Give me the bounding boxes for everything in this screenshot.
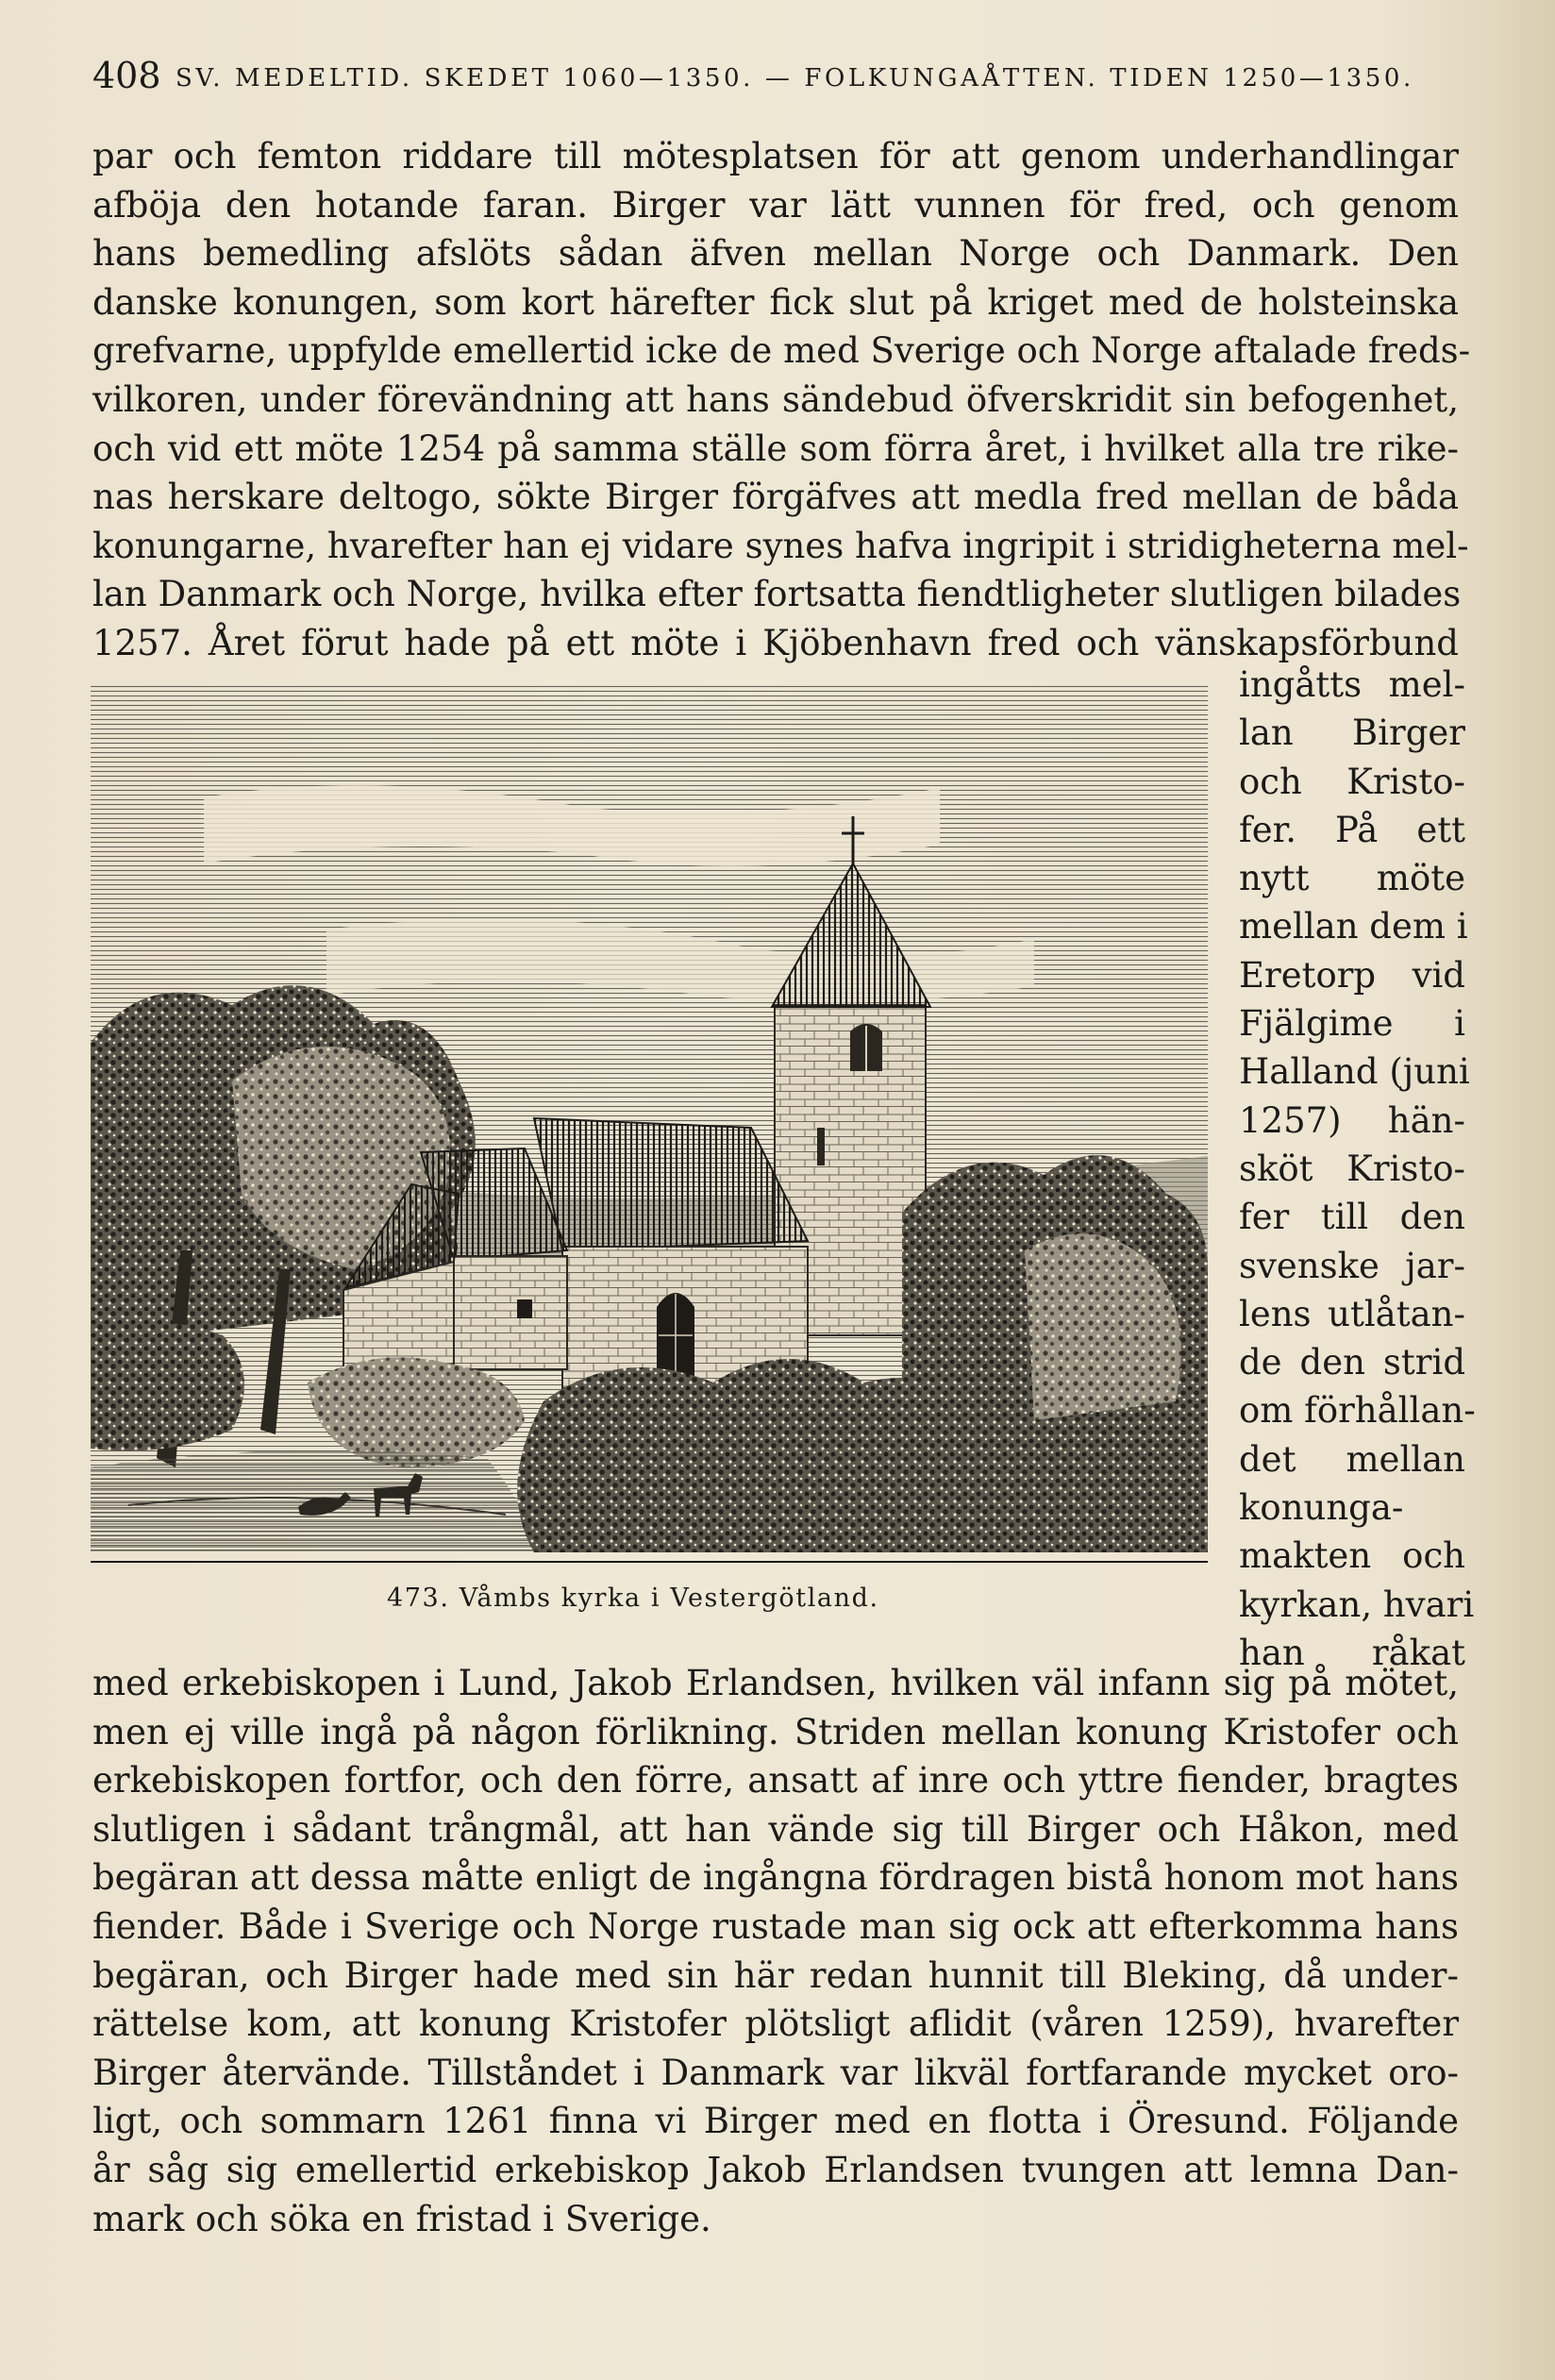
running-head: SV. MEDELTID. SKEDET 1060—1350. — FOLKUNGAÅTTEN. TIDEN 1250—1350. — [176, 64, 1414, 92]
text-line: konungarne, hvarefter han ej vidare synes hafva ingripit i stridigheterna mel- — [92, 525, 1469, 566]
text-line: makten och — [1239, 1535, 1465, 1577]
text-line: konunga- — [1239, 1487, 1404, 1529]
side-column — [1239, 661, 1476, 1677]
engraving-illustration — [91, 684, 1208, 1571]
text-line: hans bemedling afslöts sådan äfven mellan Norge och Danmark. Den — [92, 233, 1459, 275]
text-line: 1257) hän- — [1239, 1099, 1465, 1141]
text-line: rättelse kom, att konung Kristofer plötsligt aflidit (våren 1259), hvarefter — [92, 2003, 1459, 2045]
text-line: begäran att dessa måtte enligt de ingångna fördragen bistå honom mot hans — [92, 1857, 1459, 1899]
text-line: grefvarne, uppfylde emellertid icke de med Sverige och Norge aftalade freds- — [92, 330, 1471, 372]
text-line: fer. På ett — [1239, 809, 1465, 850]
text-line: och vid ett möte 1254 på samma ställe som förra året, i hvilket alla tre rike- — [92, 427, 1459, 469]
paragraph-bottom — [92, 1659, 1459, 2243]
text-line: med erkebiskopen i Lund, Jakob Erlandsen, hvilken väl infann sig på mötet, — [92, 1663, 1459, 1703]
page-number: 408 — [92, 55, 161, 96]
text-line: Birger återvände. Tillståndet i Danmark var likväl fortfarande mycket oro- — [92, 2052, 1459, 2093]
text-line: mark och söka en fristad i Sverige. — [92, 2198, 711, 2239]
paragraph-top — [92, 132, 1471, 668]
text-line: fer till den — [1239, 1197, 1465, 1238]
church-nave — [534, 1118, 808, 1392]
text-line: slutligen i sådant trångmål, att han vände sig till Birger och Håkon, med — [92, 1808, 1459, 1850]
text-line: men ej ville ingå på någon förlikning. Striden mellan konung Kristofer och — [92, 1711, 1459, 1752]
figure-caption: 473. Våmbs kyrka i Vestergötland. — [387, 1584, 879, 1613]
text-line: det mellan — [1239, 1438, 1465, 1480]
text-line: han råkat — [1239, 1632, 1465, 1673]
text-line: danske konungen, som kort härefter fick slut på kriget med de holsteinska — [92, 281, 1459, 323]
text-line: de den strid — [1239, 1342, 1465, 1383]
text-line: erkebiskopen fortfor, och den förre, ansatt af inre och yttre fiender, bragtes — [92, 1760, 1459, 1802]
text-line: kyrkan, hvari — [1239, 1584, 1475, 1625]
text-line: ligt, och sommarn 1261 finna vi Birger med en flotta i Öresund. Följande — [92, 2101, 1459, 2142]
text-line: lens utlåtan- — [1239, 1293, 1465, 1334]
text-line: lan Danmark och Norge, hvilka efter fortsatta fiendtligheter slutligen bilades — [92, 574, 1462, 615]
text-line: fiender. Både i Sverige och Norge rustade man sig ock att efterkomma hans — [92, 1905, 1459, 1947]
text-line: Fjälgime i — [1239, 1003, 1465, 1045]
text-line: svenske jar- — [1239, 1245, 1465, 1286]
text-line: Eretorp vid — [1239, 954, 1465, 996]
text-line: ingåtts mel- — [1239, 664, 1465, 705]
text-line: afböja den hotande faran. Birger var lätt vunnen för fred, och genom — [92, 184, 1459, 226]
text-line: om förhållan- — [1239, 1390, 1476, 1432]
text-line: mellan dem i — [1239, 906, 1468, 947]
church-engraving — [91, 684, 1208, 1571]
text-line: 1257. Året förut hade på ett möte i Kjöbenhavn fred och vänskapsförbund — [92, 622, 1459, 663]
text-line: vilkoren, under förevändning att hans sändebud öfverskridit sin befogenhet, — [92, 378, 1459, 420]
text-line: nytt möte — [1239, 858, 1465, 899]
page-header — [92, 51, 1480, 108]
text-line: nas herskare deltogo, sökte Birger förgäfves att medla fred mellan de båda — [92, 477, 1459, 518]
text-line: år såg sig emellertid erkebiskop Jakob Erlandsen tvungen att lemna Dan- — [92, 2149, 1459, 2190]
text-line: par och femton riddare till mötesplatsen för att genom underhandlingar — [92, 136, 1459, 176]
text-line: lan Birger — [1239, 712, 1465, 754]
text-line: och Kristo- — [1239, 761, 1465, 802]
text-line: Halland (juni — [1239, 1051, 1470, 1093]
text-line: sköt Kristo- — [1239, 1148, 1465, 1189]
text-line: begäran, och Birger hade med sin här redan hunnit till Bleking, då under- — [92, 1954, 1459, 1996]
